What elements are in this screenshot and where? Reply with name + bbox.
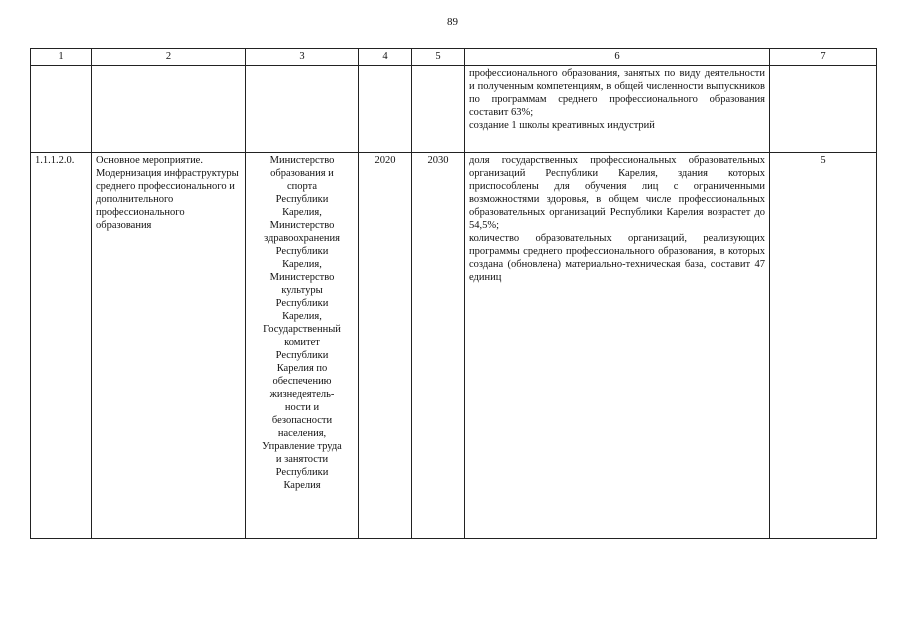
column-number-3: 3	[246, 49, 359, 66]
executor-line: обеспечению	[272, 376, 332, 387]
executor-line: Министерство	[269, 220, 335, 231]
executor-line: жизнедеятель-	[269, 389, 335, 400]
cell-activity-number: 1.1.1.2.0.	[31, 153, 92, 539]
indicator-text: количество образовательных организаций, реализующих программы среднего профессионального образования, в которых создана (обновлена) материально-техническая база, составит 47 единиц	[469, 233, 765, 283]
executor-line: Карелия,	[282, 311, 322, 322]
column-number-6: 6	[465, 49, 770, 66]
table-row-activity	[31, 153, 877, 539]
column-number-5: 5	[412, 49, 465, 66]
cell-indicators-continued	[465, 66, 770, 153]
executor-line: Республики	[275, 298, 329, 309]
executor-line: Министерство	[269, 155, 335, 166]
executor-line: спорта	[286, 181, 318, 192]
executor-line: культуры	[281, 285, 323, 296]
executor-line: Республики	[275, 467, 329, 478]
page-number: 89	[447, 16, 458, 28]
executor-line: Республики	[275, 350, 329, 361]
indicator-text: профессионального образования, занятых по виду деятельности и полученным компетенциям, в общей численности выпускников по программам среднего профессионального образования составит 63%;	[469, 68, 765, 118]
cell-related-indicator: 5	[770, 153, 877, 539]
column-number-1: 1	[31, 49, 92, 66]
executor-line: безопасности	[271, 415, 333, 426]
table-row-continuation	[31, 66, 877, 153]
executor-line: населения,	[277, 428, 327, 439]
executor-line: Карелия,	[282, 259, 322, 270]
executor-line: Республики	[275, 194, 329, 205]
executor-line: и занятости	[275, 454, 329, 465]
executor-line: Республики	[275, 246, 329, 257]
program-table	[30, 48, 877, 539]
executor-line: комитет	[284, 337, 320, 348]
cell-end-year: 2030	[412, 153, 465, 539]
column-number-4: 4	[359, 49, 412, 66]
cell-start-year: 2020	[359, 153, 412, 539]
column-number-row	[31, 49, 877, 66]
cell-empty	[246, 66, 359, 153]
cell-empty	[92, 66, 246, 153]
executor-line: здравоохранения	[264, 233, 340, 244]
cell-empty	[412, 66, 465, 153]
cell-empty	[31, 66, 92, 153]
executor-line: Государственный	[263, 324, 341, 335]
cell-activity-name: Основное мероприятие. Модернизация инфраструктуры среднего профессионального и дополнительного профессионального образования	[92, 153, 246, 539]
column-number-2: 2	[92, 49, 246, 66]
cell-indicators	[465, 153, 770, 539]
executor-line: Карелия,	[282, 207, 322, 218]
indicator-text: создание 1 школы креативных индустрий	[469, 120, 655, 131]
cell-responsible-executors	[246, 153, 359, 539]
executor-line: Карелия	[283, 480, 321, 491]
cell-empty	[359, 66, 412, 153]
executor-line: образования и	[270, 168, 334, 179]
executor-line: Управление труда	[262, 441, 342, 452]
column-number-7: 7	[770, 49, 877, 66]
executor-line: ности и	[284, 402, 320, 413]
executor-line: Министерство	[269, 272, 335, 283]
indicator-text: доля государственных профессиональных образовательных организаций Республики Карелия, здания которых приспособлены для обучения лиц с ограниченными возможностями здоровья, в общем числе профессиональных образовательных организаций Республики Карелия возрастет до 54,5%;	[469, 155, 765, 231]
executor-line: Карелия по	[276, 363, 328, 374]
cell-empty	[770, 66, 877, 153]
